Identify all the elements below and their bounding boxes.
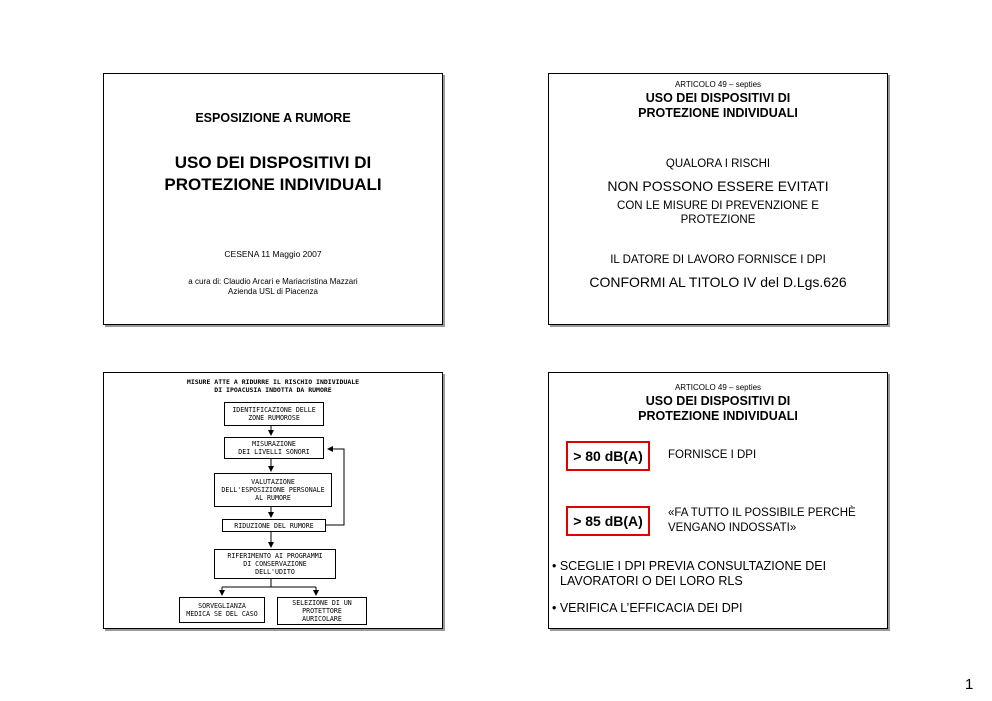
title-line-1: USO DEI DISPOSITIVI DI	[174, 153, 372, 172]
threshold-85-text-line-2: VENGANO INDOSSATI»	[668, 522, 797, 534]
text-misure-line-2: PROTEZIONE	[680, 214, 756, 226]
slide-thresholds	[548, 372, 888, 629]
text-datore: IL DATORE DI LAVORO FORNISCE I DPI	[610, 254, 826, 266]
slide-authors: a cura di: Claudio Arcari e Mariacristina Mazzari	[188, 277, 358, 286]
slide-date: CESENA 11 Maggio 2007	[224, 249, 322, 259]
slide-subtitle: ESPOSIZIONE A RUMORE	[195, 111, 351, 125]
slide-heading-2	[549, 394, 887, 424]
flowchart-heading-line-2: DI IPOACUSIA INDOTTA DA RUMORE	[214, 386, 332, 394]
title-line-2: PROTEZIONE INDIVIDUALI	[164, 175, 382, 194]
threshold-85-badge: > 85 dB(A)	[566, 506, 650, 536]
article-label-2: ARTICOLO 49 – septies	[674, 383, 762, 392]
flow-box-riferimento: RIFERIMENTO AI PROGRAMMI DI CONSERVAZIONE DELL'UDITO	[214, 549, 336, 579]
slide-title-text	[104, 152, 442, 196]
flow-box-riduzione: RIDUZIONE DEL RUMORE	[222, 519, 326, 532]
flow-box-valutazione: VALUTAZIONE DELL'ESPOSIZIONE PERSONALE AL RUMORE	[214, 473, 332, 507]
threshold-80-text: FORNISCE I DPI	[668, 449, 757, 461]
slide-article-49	[548, 73, 888, 325]
text-misure	[549, 199, 887, 227]
heading-line-2: PROTEZIONE INDIVIDUALI	[638, 106, 798, 120]
heading2-line-2: PROTEZIONE INDIVIDUALI	[638, 409, 798, 423]
heading-line-1: USO DEI DISPOSITIVI DI	[645, 91, 791, 105]
flow-box-identificazione: IDENTIFICAZIONE DELLE ZONE RUMOROSE	[224, 402, 324, 426]
bullet-sceglie	[552, 559, 826, 589]
slide-authors-block	[104, 277, 442, 297]
text-misure-line-1: CON LE MISURE DI PREVENZIONE E	[617, 200, 819, 212]
flow-box-misurazione: MISURAZIONE DEI LIVELLI SONORI	[224, 437, 324, 459]
bullet-verifica: • VERIFICA L’EFFICACIA DEI DPI	[552, 601, 743, 615]
text-conformi: CONFORMI AL TITOLO IV del D.Lgs.626	[589, 274, 847, 290]
flow-box-selezione: SELEZIONE DI UN PROTETTORE AURICOLARE	[277, 597, 367, 625]
slide-title	[103, 73, 443, 325]
bullet-sceglie-line-2: LAVORATORI O DEI LORO RLS	[560, 574, 743, 588]
threshold-85-text	[668, 506, 856, 536]
flow-box-sorveglianza: SORVEGLIANZA MEDICA SE DEL CASO	[179, 597, 265, 623]
article-label: ARTICOLO 49 – septies	[674, 80, 762, 89]
slide-flowchart	[103, 372, 443, 629]
slide-heading	[549, 91, 887, 121]
page-number: 1	[965, 676, 974, 693]
threshold-85-text-line-1: «FA TUTTO IL POSSIBILE PERCHÈ	[668, 507, 856, 519]
text-non-possono: NON POSSONO ESSERE EVITATI	[607, 178, 829, 194]
text-qualora: QUALORA I RISCHI	[665, 158, 771, 170]
slide-org: Azienda USL di Piacenza	[228, 287, 318, 296]
heading2-line-1: USO DEI DISPOSITIVI DI	[645, 394, 791, 408]
bullet-sceglie-line-1: • SCEGLIE I DPI PREVIA CONSULTAZIONE DEI	[552, 559, 827, 573]
flowchart-heading-line-1: MISURE ATTE A RIDURRE IL RISCHIO INDIVIDUALE	[186, 378, 360, 386]
threshold-80-badge: > 80 dB(A)	[566, 441, 650, 471]
